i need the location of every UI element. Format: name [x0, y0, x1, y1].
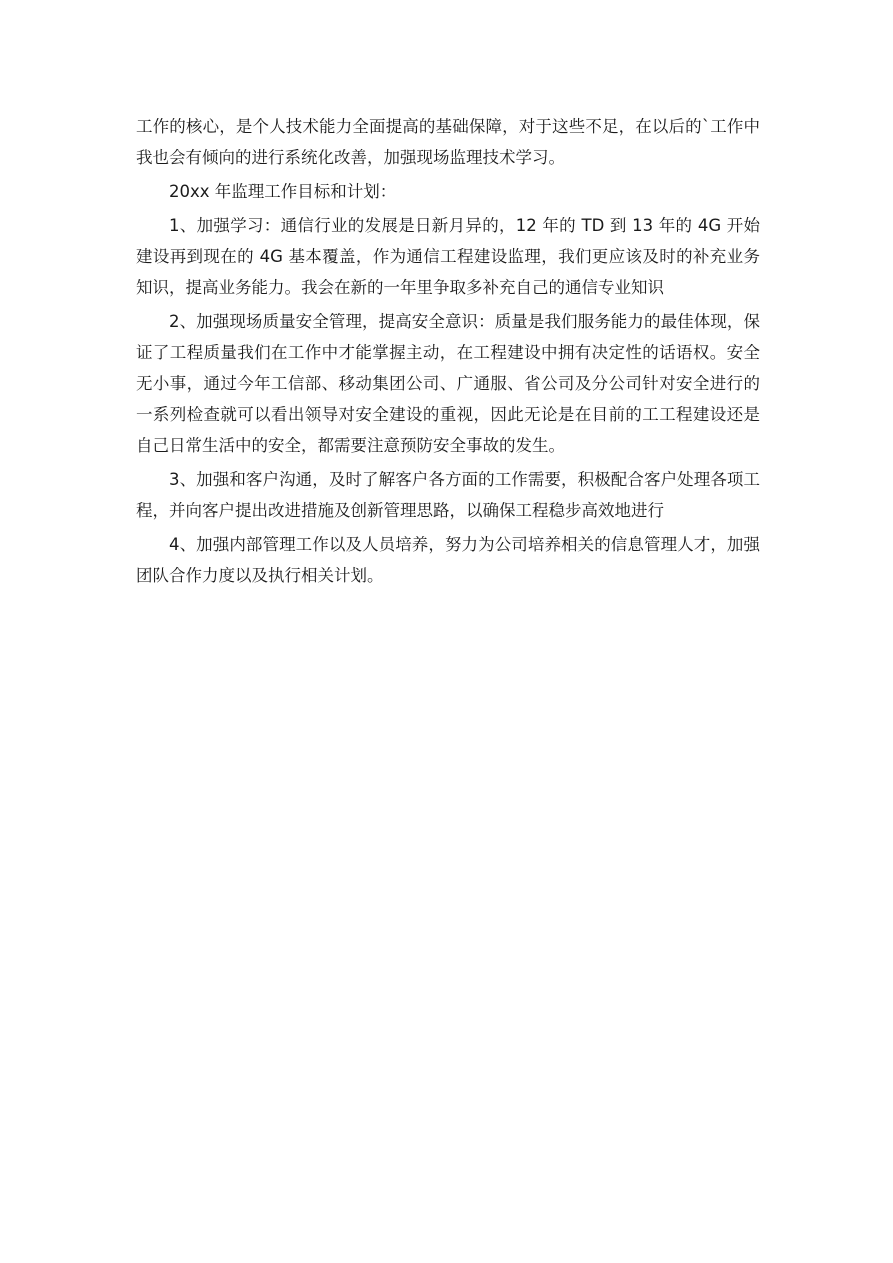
- paragraph-item-2: 2、加强现场质量安全管理，提高安全意识：质量是我们服务能力的最佳体现，保证了工程质量我们在工作中才能掌握主动，在工程建设中拥有决定性的话语权。安全无小事，通过今年工信部、移动集团公司、广通服、省公司及分公司针对安全进行的一系列检查就可以看出领导对安全建设的重视，因此无论是在目前的工工程建设还是自己日常生活中的安全，都需要注意预防安全事故的发生。: [136, 312, 760, 455]
- document-body: [136, 111, 760, 594]
- paragraph-item-4: 4、加强内部管理工作以及人员培养，努力为公司培养相关的信息管理人才，加强团队合作力度以及执行相关计划。: [136, 535, 760, 585]
- paragraph-intro: 工作的核心，是个人技术能力全面提高的基础保障，对于这些不足，在以后的`工作中我也会有倾向的进行系统化改善，加强现场监理技术学习。: [136, 117, 760, 167]
- paragraph-heading-goals: 20xx 年监理工作目标和计划：: [169, 182, 397, 201]
- paragraph-item-3: 3、加强和客户沟通，及时了解客户各方面的工作需要，积极配合客户处理各项工程，并向客户提出改进措施及创新管理思路，以确保工程稳步高效地进行: [136, 470, 760, 520]
- paragraph-item-1: 1、加强学习：通信行业的发展是日新月异的，12 年的 TD 到 13 年的 4G 开始建设再到现在的 4G 基本覆盖，作为通信工程建设监理，我们更应该及时的补充业务知识，提高业务能力。我会在新的一年里争取多补充自己的通信专业知识: [136, 216, 760, 297]
